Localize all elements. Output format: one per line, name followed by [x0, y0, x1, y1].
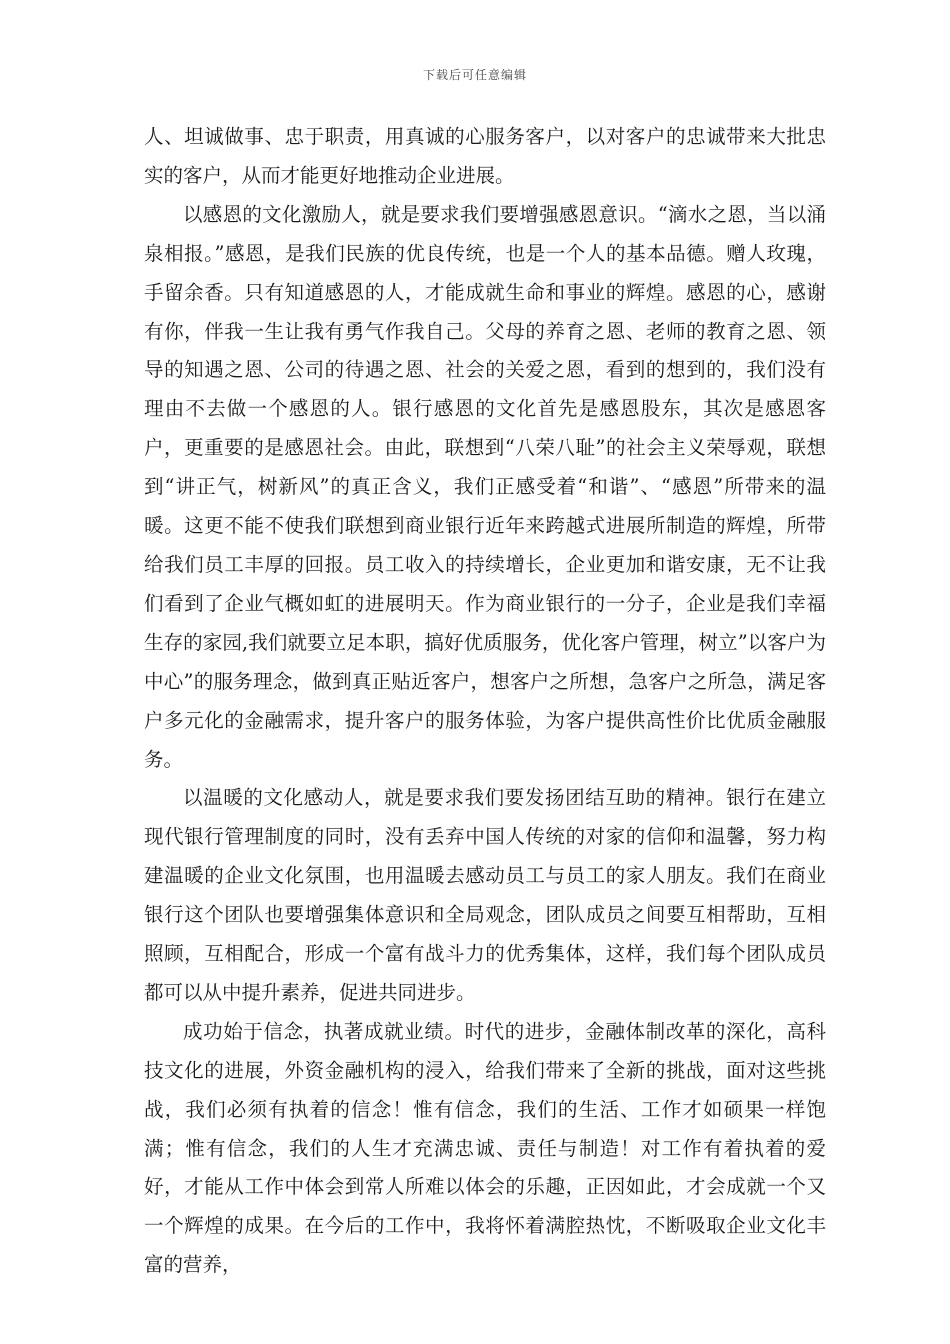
paragraph-2: 以感恩的文化激励人，就是要求我们要增强感恩意识。“滴水之恩，当以涌泉相报。”感恩，是我们民族的优良传统，也是一个人的基本品德。赠人玫瑰，手留余香。只有知道感恩的人，才能成就生命和事业的辉煌。感恩的心，感谢有你，伴我一生让我有勇气作我自己。父母的养育之恩、老师的教育之恩、领导的知遇之恩、公司的待遇之恩、社会的关爱之恩，看到的想到的，我们没有理由不去做一个感恩的人。银行感恩的文化首先是感恩股东，其次是感恩客户，更重要的是感恩社会。由此，联想到“八荣八耻”的社会主义荣辱观，联想到“讲正气，树新风”的真正含义，我们正感受着“和谐”、“感恩”所带来的温暖。这更不能不使我们联想到商业银行近年来跨越式进展所制造的辉煌，所带给我们员工丰厚的回报。员工收入的持续增长，企业更加和谐安康，无不让我们看到了企业气概如虹的进展明天。作为商业银行的一分子，企业是我们幸福生存的家园,我们就要立足本职，搞好优质服务，优化客户管理，树立”以客户为中心”的服务理念，做到真正贴近客户，想客户之所想，急客户之所急，满足客户多元化的金融需求，提升客户的服务体验，为客户提供高性价比优质金融服务。 — [144, 202, 826, 771]
document-body — [144, 118, 826, 1285]
paragraph-1: 人、坦诚做事、忠于职责，用真诚的心服务客户，以对客户的忠诚带来大批忠实的客户，从而才能更好地推动企业进展。 — [144, 125, 826, 187]
paragraph-3: 以温暖的文化感动人，就是要求我们要发扬团结互助的精神。银行在建立现代银行管理制度的同时，没有丢弃中国人传统的对家的信仰和温馨，努力构建温暖的企业文化氛围，也用温暖去感动员工与员工的家人朋友。我们在商业银行这个团队也要增强集体意识和全局观念，团队成员之间要互相帮助，互相照顾，互相配合，形成一个富有战斗力的优秀集体，这样，我们每个团队成员都可以从中提升素养，促进共同进步。 — [144, 786, 826, 1004]
page-header-note: 下载后可任意编辑 — [422, 68, 527, 82]
paragraph-4: 成功始于信念，执著成就业绩。时代的进步，金融体制改革的深化，高科技文化的进展，外资金融机构的浸入，给我们带来了全新的挑战，面对这些挑战，我们必须有执着的信念！惟有信念，我们的生活、工作才如硕果一样饱满；惟有信念，我们的人生才充满忠诚、责任与制造！对工作有着执着的爱好，才能从工作中体会到常人所难以体会的乐趣，正因如此，才会成就一个又一个辉煌的成果。在今后的工作中，我将怀着满腔热忱，不断吸取企业文化丰富的营养， — [144, 1019, 826, 1277]
